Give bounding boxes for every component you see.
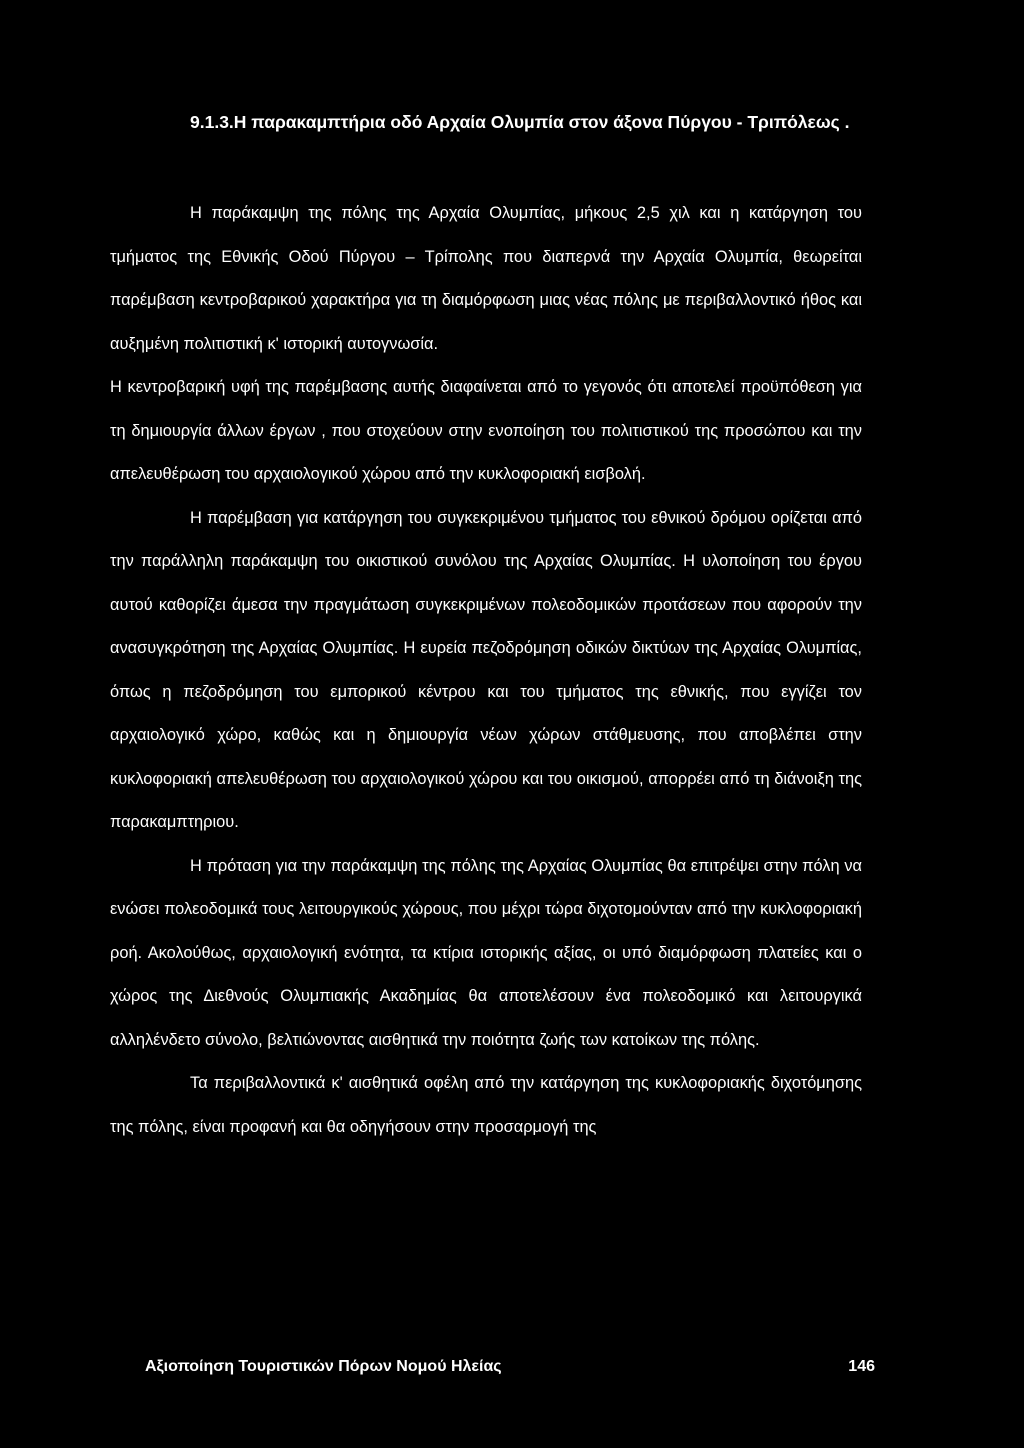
section-body [110,192,862,1149]
paragraph: Η πρόταση για την παράκαμψη της πόλης της Αρχαίας Ολυμπίας θα επιτρέψει στην πόλη να ενώσει πολεοδομικά τους λειτουργικούς χώρους, που μέχρι τώρα διχοτομούνταν από την κυκλοφοριακή ροή. Ακολούθως, αρχαιολογική ενότητα, τα κτίρια ιστορικής αξίας, οι υπό διαμόρφωση πλατείες και ο χώρος της Διεθνούς Ολυμπιακής Ακαδημίας θα αποτελέσουν ένα πολεοδομικό και λειτουργικά αλληλένδετο σύνολο, βελτιώνοντας αισθητικά την ποιότητα ζωής των κατοίκων της πόλης. [110,856,862,1049]
paragraph: Τα περιβαλλοντικά κ' αισθητικά οφέλη από την κατάργηση της κυκλοφοριακής διχοτόμησης της πόλης, είναι προφανή και θα οδηγήσουν στην προσαρμογή της [110,1074,862,1136]
paragraph: Η κεντροβαρική υφή της παρέμβασης αυτής διαφαίνεται από το γεγονός ότι αποτελεί προϋπόθεση για τη δημιουργία άλλων έργων , που στοχεύουν στην ενοποίηση του πολιτιστικού της προσώπου και την απελευθέρωση του αρχαιολογικού χώρου από την κυκλοφοριακή εισβολή. [110,378,862,483]
section-heading [110,100,870,144]
page-number: 146 [848,1358,875,1375]
paragraph: Η παράκαμψη της πόλης της Αρχαία Ολυμπίας, μήκους 2,5 χιλ και η κατάργηση του τμήματος της Εθνικής Οδού Πύργου – Τρίπολης που διαπερνά την Αρχαία Ολυμπία, θεωρείται παρέμβαση κεντροβαρικού χαρακτήρα για τη διαμόρφωση μιας νέας πόλης με περιβαλλοντικό ήθος και αυξημένη πολιτιστική κ' ιστορική αυτογνωσία. [110,204,862,353]
paragraph: Η παρέμβαση για κατάργηση του συγκεκριμένου τμήματος του εθνικού δρόμου ορίζεται από την παράλληλη παράκαμψη του οικιστικού συνόλου της Αρχαίας Ολυμπίας. Η υλοποίηση του έργου αυτού καθορίζει άμεσα την πραγμάτωση συγκεκριμένων πολεοδομικών προτάσεων που αφορούν την ανασυγκρότηση της Αρχαίας Ολυμπίας. Η ευρεία πεζοδρόμηση οδικών δικτύων της Αρχαίας Ολυμπίας, όπως η πεζοδρόμηση του εμπορικού κέντρου και του τμήματος της εθνικής, που εγγίζει τον αρχαιολογικό χώρο, καθώς και η δημιουργία νέων χώρων στάθμευσης, που αποβλέπει στην κυκλοφοριακή απελευθέρωση του αρχαιολογικού χώρου και του οικισμού, απορρέει από τη διάνοιξη της παρακαμπτηριου. [110,508,862,831]
footer-title: Αξιοποίηση Τουριστικών Πόρων Νομού Ηλείας [145,1358,502,1375]
section-heading-text: 9.1.3.Η παρακαμπτήρια οδό Αρχαία Ολυμπία στον άξονα Πύργου - Τριπόλεως . [190,112,850,132]
page-footer [145,1358,875,1388]
